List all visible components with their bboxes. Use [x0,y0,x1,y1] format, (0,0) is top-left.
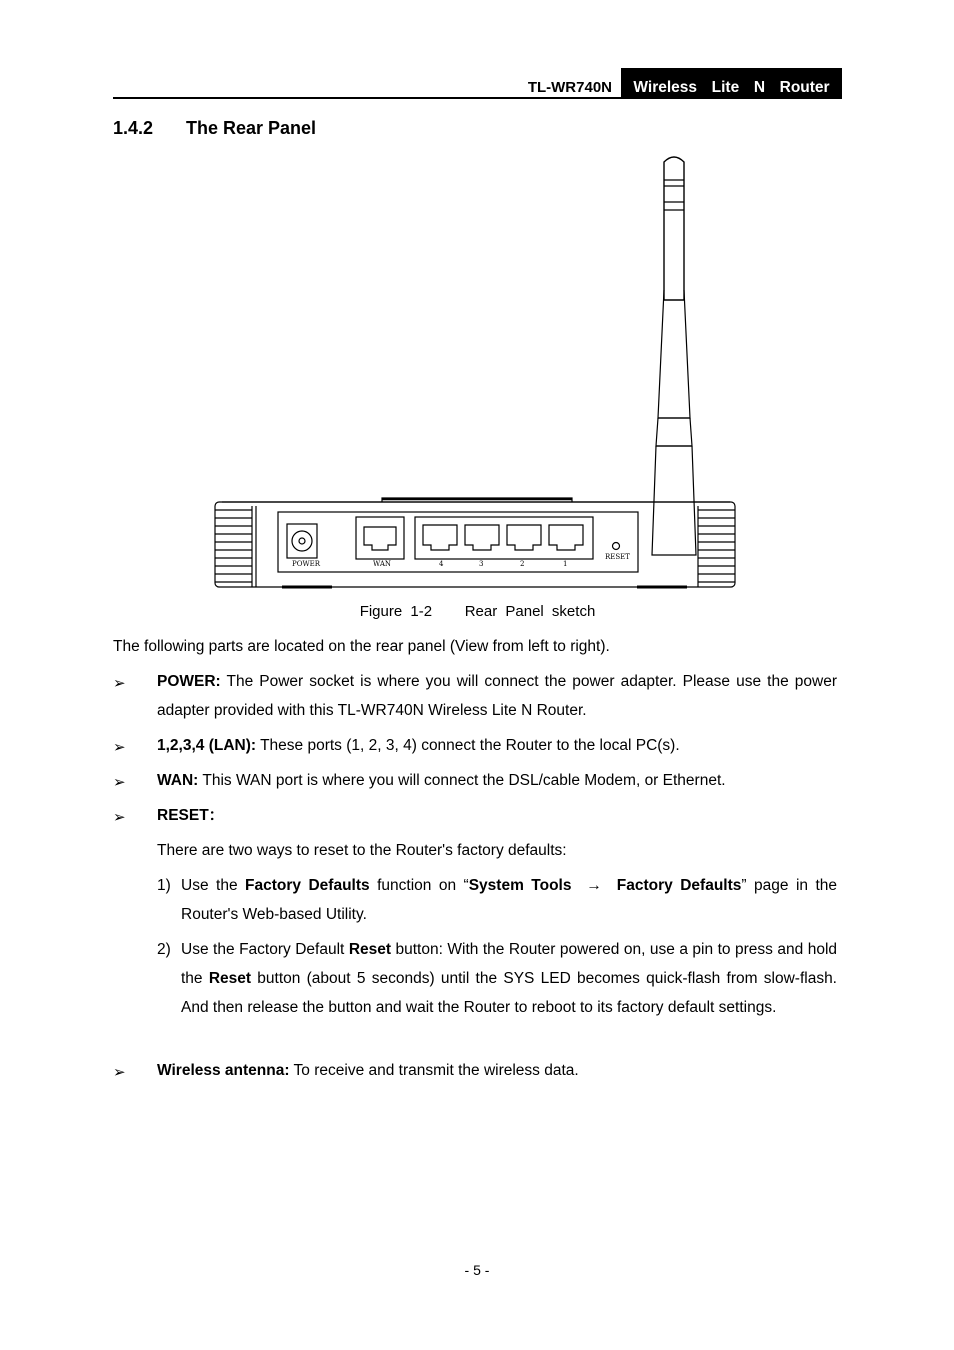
header-product-box [621,68,842,99]
term-lan: 1,2,3,4 (LAN): [157,737,257,754]
label-wan: WAN [373,560,392,568]
router-body [215,498,735,587]
step2-d: button (about 5 seconds) until the SYS LED becomes quick-flash from slow-flash. And then release the button and wait the Router to reboot to its factory default settings. [181,970,837,1016]
step1-c: function on “ [369,877,469,894]
antenna-drawing [652,157,696,555]
desc-wan: This WAN port is where you will connect the DSL/cable Modem, or Ethernet. [198,772,726,789]
bullet-marker: ➢ [113,1064,126,1081]
rear-panel-figure [212,150,740,590]
section-number: 1.4.2 [113,118,154,138]
lan-ports [415,517,593,559]
step2-b1: Reset [348,941,392,958]
label-lan3: 3 [479,560,484,568]
step1-text [181,871,837,929]
wan-port [356,517,404,559]
bullet-antenna [157,1056,837,1085]
header-model: TL-WR740N [527,79,612,96]
label-lan1: 1 [563,560,568,568]
section-title: The Rear Panel [186,118,317,138]
reset-hole [613,543,620,550]
step1-b2: System Tools → Factory Defaults [468,877,742,894]
figure-caption: Figure 1-2 Rear Panel sketch [359,603,596,620]
bullet-marker: ➢ [113,774,126,791]
term-power: POWER: [157,673,221,690]
label-power: POWER [292,560,321,568]
header-product: Wireless Lite N Router [633,79,830,96]
step1-a: Use the [181,877,246,894]
step2-c: button: With the Router powered on, use a pin to press and hold the [181,941,838,987]
header-rule [113,97,842,99]
bullet-wan [157,766,837,795]
intro-text: The following parts are located on the rear panel (View from left to right). [113,638,610,655]
bullet-marker: ➢ [113,739,126,756]
page-number: - 5 - [464,1262,490,1278]
label-lan4: 4 [439,560,444,568]
step2-text [181,935,837,1022]
step1-number: 1) [157,877,171,894]
step2-number: 2) [157,941,171,958]
term-wan: WAN: [157,772,199,789]
bullet-lan [157,731,837,760]
reset-intro: There are two ways to reset to the Router's factory defaults: [157,842,567,859]
bullet-marker: ➢ [113,675,126,692]
label-reset: RESET [605,553,630,561]
label-lan2: 2 [520,560,525,568]
step1-b1: Factory Defaults [245,877,370,894]
step2-a: Use the Factory Default [181,941,349,958]
term-antenna: Wireless antenna: [157,1062,290,1079]
right-vents [698,506,735,587]
bullet-reset [157,801,837,830]
step2-b2: Reset [208,970,252,987]
bullet-power [157,667,837,725]
bullet-marker: ➢ [113,809,126,826]
desc-power: The Power socket is where you will connect the power adapter. Please use the power adapter provided with this TL-WR740N Wireless Lite N Router. [157,673,837,719]
step1-d: ” page in the Router's Web-based Utility. [181,877,838,923]
desc-lan: These ports (1, 2, 3, 4) connect the Router to the local PC(s). [256,737,680,754]
left-vents [215,506,256,587]
power-socket [287,524,317,558]
desc-antenna: To receive and transmit the wireless data. [289,1062,579,1079]
term-reset: RESET： [157,807,225,824]
